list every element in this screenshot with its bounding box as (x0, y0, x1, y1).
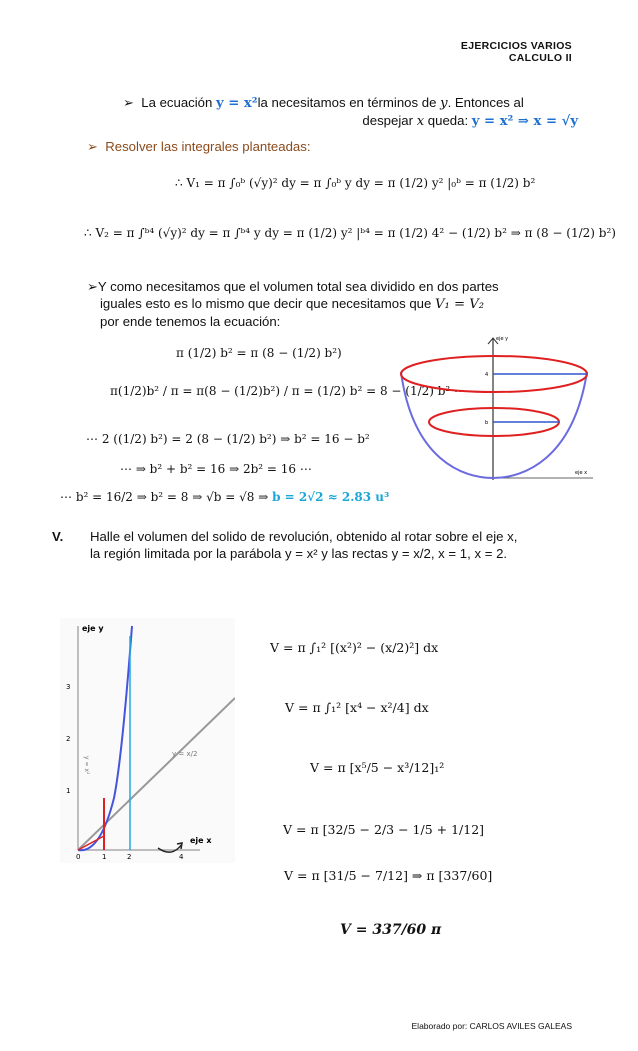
bowl-y-label: eje y (496, 336, 509, 342)
section5-line1: Halle el volumen del solido de revolución, obtenido al rotar sobre el eje x, (90, 529, 518, 544)
solution-step2: V = π ∫₁² [x⁴ − x²/4] dx (285, 700, 429, 715)
bullet3-line3: por ende tenemos la ecuación: (100, 314, 281, 329)
arrow-bullet-icon: ➢ (87, 279, 98, 294)
solution-step3: V = π [x⁵/5 − x³/12]₁² (310, 760, 445, 775)
equation-e1: π (1/2) b² = π (8 − (1/2) b²) (176, 346, 342, 360)
bullet-ecuacion-line2 (362, 112, 578, 130)
solution-step5: V = π [31/5 − 7/12] ⇒ π [337/60] (284, 868, 493, 883)
ytick-1: 1 (66, 787, 71, 795)
plot-y-label: eje y (82, 624, 104, 633)
region-plot (60, 618, 235, 863)
bullet1-eq-a: y = x² (216, 96, 258, 111)
bullet-volumen-total (87, 278, 579, 330)
curve-label: y = x² (83, 756, 90, 775)
section5-statement (90, 528, 580, 562)
xtick-2: 2 (127, 853, 132, 861)
header-line1: EJERCICIOS VARIOS (460, 40, 572, 52)
section5-line2: la región limitada por la parábola y = x² y las rectas y = x/2, x = 1, x = 2. (90, 546, 508, 561)
bullet1-text-a: La ecuación (141, 95, 217, 110)
arrow-bullet-icon: ➢ (87, 139, 98, 154)
paraboloid-figure (393, 330, 603, 490)
bullet3-line1: Y como necesitamos que el volumen total sea dividido en dos partes (97, 279, 499, 294)
solution-result: V = 337/60 π (340, 922, 442, 938)
bowl-x-label: eje x (575, 470, 588, 476)
ytick-3: 3 (66, 683, 71, 691)
line-label: y = x/2 (172, 750, 198, 758)
page-header (461, 40, 572, 64)
plot-background (60, 618, 235, 863)
bullet1-eq-b: y = x² ⇒ x = √y (471, 114, 578, 129)
bowl-label-4: 4 (485, 372, 489, 378)
equation-e5 (60, 490, 389, 504)
equation-e3: ⋯ 2 ((1/2) b²) = 2 (8 − (1/2) b²) ⇒ b² = 16 − b² (86, 432, 370, 446)
ytick-2: 2 (66, 735, 71, 743)
bullet1-var-x: x (416, 114, 425, 129)
xtick-1: 1 (102, 853, 107, 861)
equation-e5b: b = 2√2 ≈ 2.83 u³ (272, 490, 390, 504)
equation-e5a: ⋯ b² = 16/2 ⇒ b² = 8 ⇒ √b = √8 ⇒ (60, 490, 273, 504)
solution-step4: V = π [32/5 − 2/3 − 1/5 + 1/12] (283, 822, 485, 837)
plot-x-label: eje x (190, 836, 212, 845)
bullet1-text-c: . Entonces al (447, 95, 524, 110)
xtick-0: 0 (76, 853, 81, 861)
bullet2-text: Resolver las integrales planteadas: (105, 139, 311, 154)
bullet3-line2a: iguales esto es lo mismo que decir que necesitamos que (100, 296, 435, 311)
xtick-4: 4 (179, 853, 184, 861)
integral-v1: ∴ V₁ = π ∫₀ᵇ (√y)² dy = π ∫₀ᵇ y dy = π (1/2) y² |₀ᵇ = π (1/2) b² (175, 176, 536, 190)
bullet1-line2-text: despejar (362, 113, 417, 128)
equation-e2: π(1/2)b² / π = π(8 − (1/2)b²) / π = (1/2) b² = 8 − (1/2) b² ⋯ (110, 384, 467, 398)
header-line2: CALCULO II (508, 52, 572, 64)
arrow-bullet-icon: ➢ (123, 95, 134, 110)
bullet1-var-y: y (440, 96, 448, 111)
equation-e4: ⋯ ⇒ b² + b² = 16 ⇒ 2b² = 16 ⋯ (120, 462, 312, 476)
bullet-ecuacion (123, 94, 578, 112)
bullet3-line2b: V₁ = V₂ (435, 297, 485, 312)
section-numeral: V. (52, 529, 64, 544)
page-footer: Elaborado por: CARLOS AVILES GALEAS (411, 1021, 572, 1031)
solution-step1: V = π ∫₁² [(x²)² − (x/2)²] dx (270, 640, 439, 655)
bullet1-line2-text2: queda: (424, 113, 472, 128)
integral-v2: ∴ V₂ = π ∫ᵇ⁴ (√y)² dy = π ∫ᵇ⁴ y dy = π (1/2) y² |ᵇ⁴ = π (1/2) 4² − (1/2) b² ⇒ π (8 − (1/2) b²) (84, 226, 616, 240)
paraboloid-outline (401, 372, 587, 478)
bullet-resolver (87, 138, 311, 155)
bullet1-text-b: la necesitamos en términos de (257, 95, 441, 110)
bowl-label-b: b (485, 420, 489, 426)
